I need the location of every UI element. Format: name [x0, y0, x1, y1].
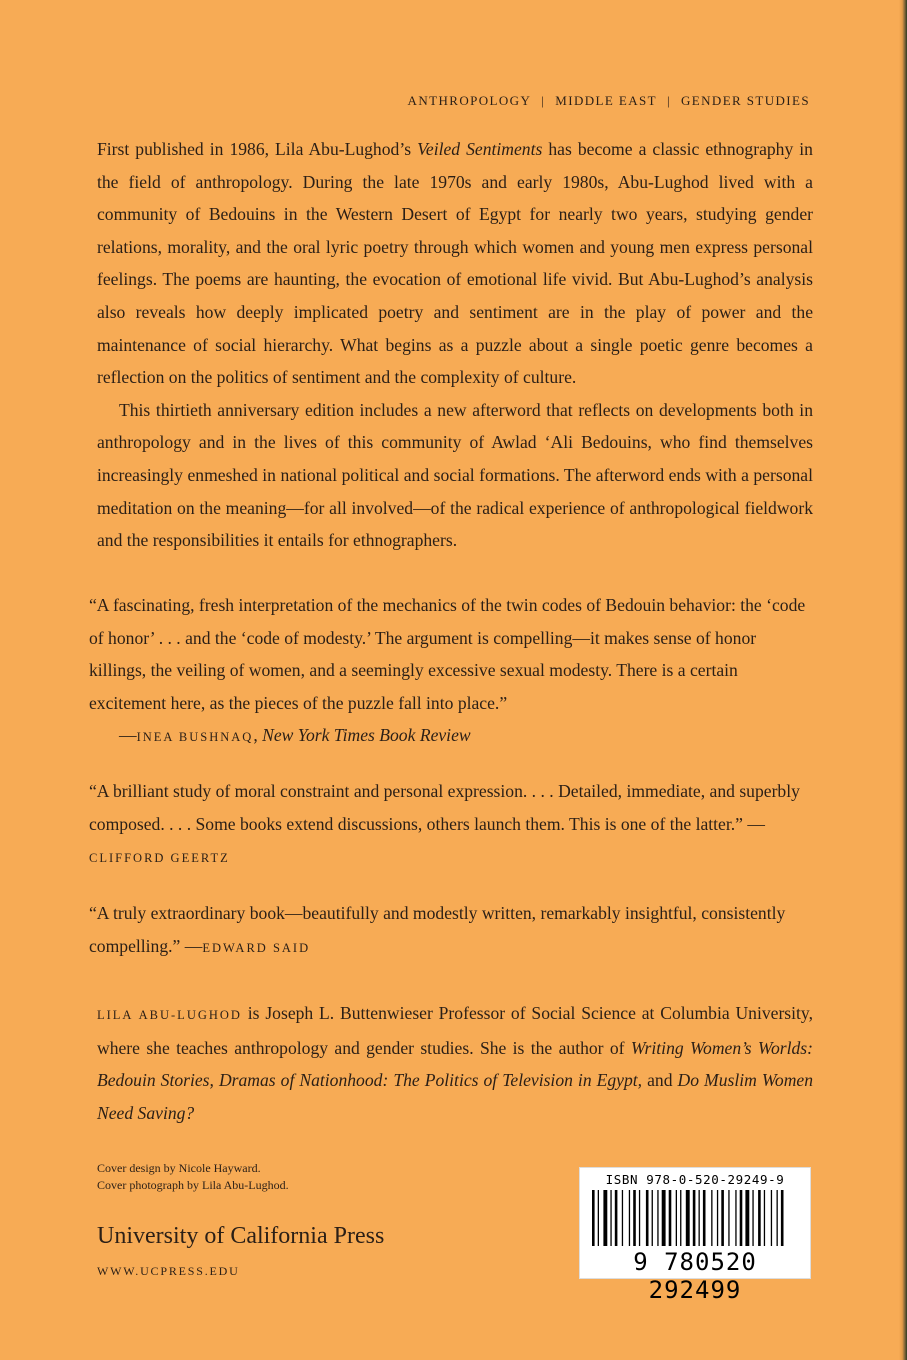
publisher-url: WWW.UCPRESS.EDU — [97, 1264, 240, 1278]
blurb-source: New York Times Book Review — [262, 725, 471, 746]
blurb-said — [89, 897, 815, 964]
publisher-name: University of California Press — [97, 1223, 385, 1249]
blurb-author: CLIFFORD GEERTZ — [89, 851, 230, 866]
book-description — [97, 133, 813, 557]
blurb-attribution: —INEA BUSHNAQ, New York Times Book Review — [119, 725, 471, 746]
author-name: LILA ABU-LUGHOD — [97, 1008, 242, 1022]
isbn-number: ISBN 978-0-520-29249-9 — [605, 1172, 785, 1187]
blurb-text: “A fascinating, fresh interpretation of the mechanics of the twin codes of Bedouin behavior: the ‘code of honor’ . . . and the ‘code of modesty.’ The argument is compelling—it makes sense of honor killings, the veiling of women, and a seemingly excessive sexual modesty. There is a certain excitement here, as the pieces of the puzzle fall into place.” — [89, 595, 806, 713]
book-title: Veiled Sentiments — [417, 139, 543, 159]
blurb-bushnaq — [89, 589, 815, 754]
photo-credit: Cover photograph by Lila Abu-Lughod. — [97, 1178, 289, 1192]
subject-anthropology: ANTHROPOLOGY — [407, 93, 532, 108]
author-bio: LILA ABU-LUGHOD is Joseph L. Buttenwieser Professor of Social Science at Columbia University, where she teaches anthropology and gender studies. She is the author of Writing Women’s Worlds: Bedouin Stories, Dramas of Nationhood: The Politics of Television in Egypt, and Do Muslim Women Need Saving? — [97, 1003, 814, 1123]
blurb-text: “A truly extraordinary book—beautifully and modestly written, remarkably insightful, consistently compelling.” —EDWARD SAID — [89, 903, 786, 956]
blurb-author: EDWARD SAID — [202, 940, 311, 955]
author-book-title: Do Muslim Women Need Saving? — [97, 1070, 814, 1123]
blurb-author: INEA BUSHNAQ — [136, 730, 254, 745]
design-credit: Cover design by Nicole Hayward. — [97, 1161, 261, 1175]
barcode-bars-icon — [592, 1190, 798, 1250]
blurb-text: “A brilliant study of moral constraint and personal expression. . . . Detailed, immediate, and superbly composed. . . . Some books extend discussions, others launch them. This is one of the latter.” —CLIFFORD GEERTZ — [89, 781, 800, 866]
cover-edge — [899, 0, 907, 1360]
author-book-titles: Writing Women’s Worlds: Bedouin Stories, Dramas of Nationhood: The Politics of Television in Egypt, — [97, 1037, 814, 1091]
subject-categories: ANTHROPOLOGY | MIDDLE EAST | GENDER STUDIES — [407, 93, 810, 108]
description-paragraph-2: This thirtieth anniversary edition includes a new afterword that reflects on developments both in anthropology and in the lives of this community of Awlad ‘Ali Bedouins, who find themselves increasingly enmeshed in national political and social formations. The afterword ends with a personal meditation on the meaning—for all involved—of the radical experience of anthropological fieldwork and the responsibilities it entails for ethnographers. — [97, 399, 813, 551]
blurb-geertz — [89, 775, 815, 875]
cover-credits — [97, 1160, 289, 1194]
ean-number: 9 780520 292499 — [633, 1248, 757, 1304]
subject-middle-east: MIDDLE EAST — [555, 93, 657, 108]
isbn-barcode — [579, 1167, 811, 1304]
subject-gender-studies: GENDER STUDIES — [680, 93, 810, 108]
description-paragraph-1: First published in 1986, Lila Abu-Lughod’s Veiled Sentiments has become a classic ethnography in the field of anthropology. During the late 1970s and early 1980s, Abu-Lughod lived with a community of Bedouins in the Western Desert of Egypt for nearly two years, studying gender relations, morality, and the oral lyric poetry through which women and young men express personal feelings. The poems are haunting, the evocation of emotional life vivid. But Abu-Lughod’s analysis also reveals how deeply implicated poetry and sentiment are in the play of power and the maintenance of social hierarchy. What begins as a puzzle about a single poetic genre becomes a reflection on the politics of sentiment and the complexity of culture. — [97, 139, 813, 388]
